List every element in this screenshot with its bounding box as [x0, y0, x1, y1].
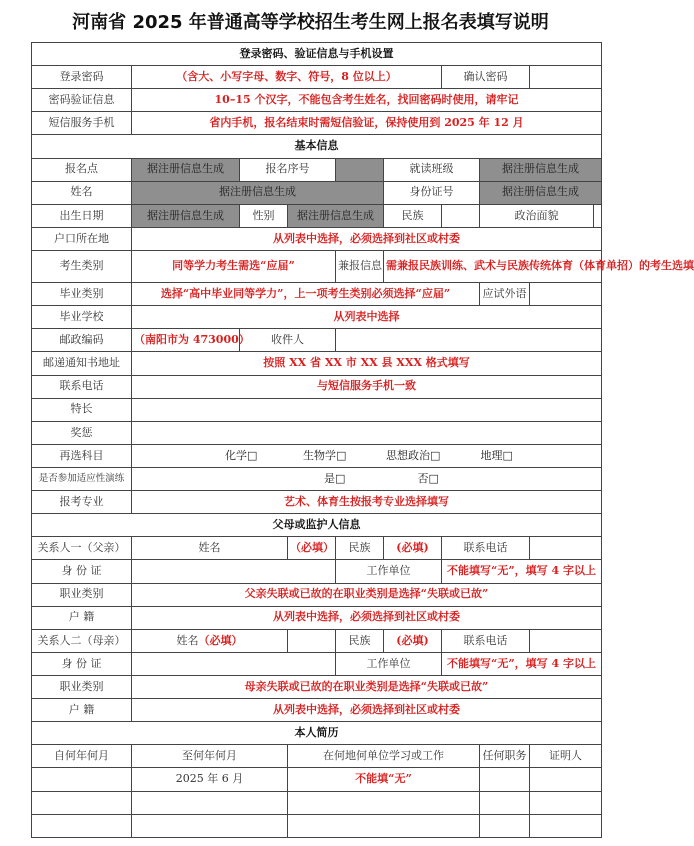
resume-to-header: 至何年何月: [132, 745, 288, 768]
adapt-drill-label: 是否参加适应性演练: [32, 468, 132, 491]
hukou-label: 户口所在地: [32, 227, 132, 250]
recipient-input[interactable]: [336, 329, 602, 352]
major-label: 报考专业: [32, 491, 132, 514]
mother-work-label: 工作单位: [336, 652, 442, 675]
type-label: 考生类别: [32, 250, 132, 282]
father-name-label: 姓名: [132, 537, 288, 560]
name-value: 据注册信息生成: [132, 181, 384, 204]
adapt-drill-options: [132, 468, 602, 491]
father-ethnic-label: 民族: [336, 537, 384, 560]
adapt-no-checkbox[interactable]: 否□: [417, 471, 439, 485]
father-ethnic-input[interactable]: (必填): [384, 537, 442, 560]
mother-job-input[interactable]: 母亲失联或已故的在职业类别是选择“失联或已故”: [132, 676, 602, 699]
mother-name-input[interactable]: [288, 629, 336, 652]
resume-row1-from[interactable]: [32, 768, 132, 791]
type-input[interactable]: 同等学力考生需选“应届”: [132, 250, 336, 282]
password-input[interactable]: （含大、小写字母、数字、符号，8 位以上）: [132, 66, 442, 89]
school-input[interactable]: 从列表中选择: [132, 306, 602, 329]
ethnic-input[interactable]: [442, 204, 480, 227]
father-job-input[interactable]: 父亲失联或已故的在职业类别是选择“失联或已故”: [132, 583, 602, 606]
recipient-label: 收件人: [240, 329, 336, 352]
major-input[interactable]: 艺术、体育生按报考专业选择填写: [132, 491, 602, 514]
form-title: 河南省 2025 年普通高等学校招生考生网上报名表填写说明: [72, 12, 549, 33]
reselect-label: 再选科目: [32, 444, 132, 467]
resume-witness-header: 证明人: [530, 745, 602, 768]
mother-job-label: 职业类别: [32, 676, 132, 699]
birth-value: 据注册信息生成: [132, 204, 240, 227]
political-label: 政治面貌: [480, 204, 594, 227]
resume-row3-position[interactable]: [480, 814, 530, 837]
gender-value: 据注册信息生成: [288, 204, 384, 227]
resume-row2-where[interactable]: [288, 791, 480, 814]
mother-name-required: （必填）: [198, 633, 243, 647]
postcode-label: 邮政编码: [32, 329, 132, 352]
site-value: 据注册信息生成: [132, 158, 240, 181]
award-input[interactable]: [132, 421, 602, 444]
adapt-yes-checkbox[interactable]: 是□: [324, 471, 346, 485]
seq-label: 报名序号: [240, 158, 336, 181]
class-value: 据注册信息生成: [480, 158, 602, 181]
password-label: 登录密码: [32, 66, 132, 89]
subject-geography-checkbox[interactable]: 地理□: [480, 448, 513, 462]
resume-row1-position[interactable]: [480, 768, 530, 791]
sms-phone-label: 短信服务手机: [32, 112, 132, 135]
gender-label: 性别: [240, 204, 288, 227]
address-input[interactable]: 按照 XX 省 XX 市 XX 县 XXX 格式填写: [132, 352, 602, 375]
father-id-label: 身 份 证: [32, 560, 132, 583]
mother-name-cell[interactable]: [132, 629, 288, 652]
resume-row2-to[interactable]: [132, 791, 288, 814]
contact-phone-input[interactable]: 与短信服务手机一致: [132, 375, 602, 398]
specialty-input[interactable]: [132, 398, 602, 421]
foreign-lang-label: 应试外语: [480, 283, 530, 306]
section-basic: 基本信息: [32, 135, 602, 158]
resume-row2-from[interactable]: [32, 791, 132, 814]
section-login: 登录密码、验证信息与手机设置: [32, 43, 602, 66]
grad-type-input[interactable]: 选择“高中毕业同等学力”，上一项考生类别必须选择“应届”: [132, 283, 480, 306]
id-value: 据注册信息生成: [480, 181, 602, 204]
mother-ethnic-label: 民族: [336, 629, 384, 652]
id-label: 身份证号: [384, 181, 480, 204]
subject-biology-checkbox[interactable]: 生物学□: [303, 448, 347, 462]
seq-value: [336, 158, 384, 181]
confirm-password-label: 确认密码: [442, 66, 530, 89]
registration-form-table: [31, 42, 694, 838]
school-label: 毕业学校: [32, 306, 132, 329]
father-hukou-input[interactable]: 从列表中选择，必须选择到社区或村委: [132, 606, 602, 629]
subject-options: [132, 444, 602, 467]
father-label: 关系人一（父亲）: [32, 537, 132, 560]
father-phone-input[interactable]: [530, 537, 602, 560]
resume-row1-witness[interactable]: [530, 768, 602, 791]
resume-row3-witness[interactable]: [530, 814, 602, 837]
resume-row3-where[interactable]: [288, 814, 480, 837]
hukou-input[interactable]: 从列表中选择，必须选择到社区或村委: [132, 227, 602, 250]
postcode-input[interactable]: （南阳市为 473000）: [132, 329, 240, 352]
mother-id-label: 身 份 证: [32, 652, 132, 675]
contact-phone-label: 联系电话: [32, 375, 132, 398]
concurrent-input[interactable]: 需兼报民族训练、武术与民族传统体育（体育单招）的考生选填: [384, 250, 602, 282]
sms-phone-input[interactable]: 省内手机，报名结束时需短信验证，保持使用到 2025 年 12 月: [132, 112, 602, 135]
resume-row3-from[interactable]: [32, 814, 132, 837]
mother-phone-label: 联系电话: [442, 629, 530, 652]
father-id-input[interactable]: [132, 560, 336, 583]
resume-position-header: 任何职务: [480, 745, 530, 768]
resume-row2-witness[interactable]: [530, 791, 602, 814]
father-name-input[interactable]: （必填）: [288, 537, 336, 560]
mother-ethnic-input[interactable]: (必填): [384, 629, 442, 652]
political-input[interactable]: [594, 204, 602, 227]
resume-row1-to[interactable]: 2025 年 6 月: [132, 768, 288, 791]
mother-hukou-input[interactable]: 从列表中选择，必须选择到社区或村委: [132, 699, 602, 722]
subject-chemistry-checkbox[interactable]: 化学□: [225, 448, 258, 462]
specialty-label: 特长: [32, 398, 132, 421]
subject-politics-checkbox[interactable]: 思想政治□: [386, 448, 441, 462]
resume-from-header: 自何年何月: [32, 745, 132, 768]
section-resume: 本人简历: [32, 722, 602, 745]
birth-label: 出生日期: [32, 204, 132, 227]
site-label: 报名点: [32, 158, 132, 181]
resume-where-header: 在何地何单位学习或工作: [288, 745, 480, 768]
resume-row3-to[interactable]: [132, 814, 288, 837]
verify-info-label: 密码验证信息: [32, 89, 132, 112]
verify-info-input[interactable]: 10–15 个汉字，不能包含考生姓名，找回密码时使用，请牢记: [132, 89, 602, 112]
mother-hukou-label: 户 籍: [32, 699, 132, 722]
mother-phone-input[interactable]: [530, 629, 602, 652]
resume-row1-where[interactable]: 不能填“无”: [288, 768, 480, 791]
father-hukou-label: 户 籍: [32, 606, 132, 629]
grad-type-label: 毕业类别: [32, 283, 132, 306]
mother-work-input[interactable]: 不能填写“无”，填写 4 字以上: [442, 652, 602, 675]
resume-row2-position[interactable]: [480, 791, 530, 814]
award-label: 奖惩: [32, 421, 132, 444]
class-label: 就读班级: [384, 158, 480, 181]
father-job-label: 职业类别: [32, 583, 132, 606]
section-parents: 父母或监护人信息: [32, 514, 602, 537]
mother-label: 关系人二（母亲）: [32, 629, 132, 652]
name-label: 姓名: [32, 181, 132, 204]
concurrent-label: 兼报信息: [336, 250, 384, 282]
father-phone-label: 联系电话: [442, 537, 530, 560]
mother-id-input[interactable]: [132, 652, 336, 675]
mother-name-label: 姓名: [176, 633, 199, 647]
ethnic-label: 民族: [384, 204, 442, 227]
father-work-label: 工作单位: [336, 560, 442, 583]
father-work-input[interactable]: 不能填写“无”，填写 4 字以上: [442, 560, 602, 583]
address-label: 邮递通知书地址: [32, 352, 132, 375]
confirm-password-input[interactable]: [530, 66, 602, 89]
foreign-lang-input[interactable]: [530, 283, 602, 306]
